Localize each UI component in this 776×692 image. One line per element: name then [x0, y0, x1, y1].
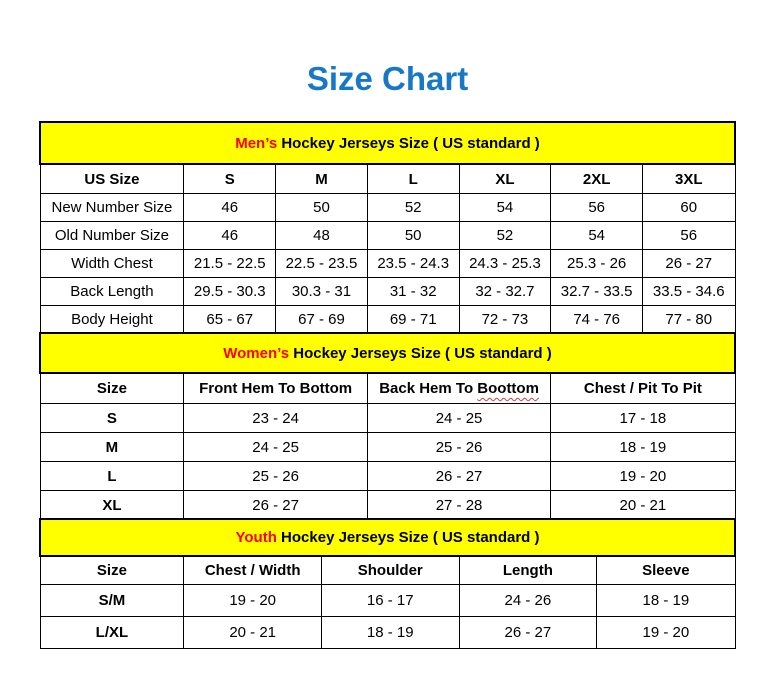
- mens-section-band: [40, 122, 735, 164]
- misspelled-word: Boottom: [477, 380, 539, 397]
- row-label: XL: [40, 491, 184, 520]
- table-row: [40, 222, 735, 250]
- size-value-cell: 46: [184, 222, 276, 250]
- size-value-cell: 50: [367, 222, 459, 250]
- size-value-cell: 72 - 73: [459, 306, 551, 334]
- column-header: Shoulder: [321, 556, 459, 585]
- size-value-cell: 25 - 26: [184, 462, 367, 491]
- table-row: [40, 404, 735, 433]
- size-value-cell: 23.5 - 24.3: [367, 250, 459, 278]
- size-value-cell: 18 - 19: [321, 617, 459, 649]
- column-header: US Size: [40, 164, 184, 194]
- size-value-cell: 26 - 27: [459, 617, 597, 649]
- column-header: Sleeve: [597, 556, 735, 585]
- row-label: New Number Size: [40, 194, 184, 222]
- section-band-text: Hockey Jerseys Size ( US standard ): [277, 134, 540, 152]
- size-value-cell: 33.5 - 34.6: [643, 278, 735, 306]
- size-value-cell: 24.3 - 25.3: [459, 250, 551, 278]
- size-value-cell: 21.5 - 22.5: [184, 250, 276, 278]
- size-value-cell: 54: [551, 222, 643, 250]
- column-header: Chest / Width: [184, 556, 322, 585]
- column-header: 3XL: [643, 164, 735, 194]
- column-header: L: [367, 164, 459, 194]
- size-value-cell: 29.5 - 30.3: [184, 278, 276, 306]
- size-value-cell: 56: [643, 222, 735, 250]
- table-row: [40, 250, 735, 278]
- section-band-highlight: Women’s: [223, 344, 290, 362]
- table-row: [40, 617, 735, 649]
- youth-size-table: [39, 518, 736, 649]
- size-value-cell: 22.5 - 23.5: [276, 250, 368, 278]
- womens-size-table: [39, 332, 736, 520]
- row-label: Old Number Size: [40, 222, 184, 250]
- size-value-cell: 26 - 27: [184, 491, 367, 520]
- womens-section-band: [40, 333, 735, 373]
- table-row: [40, 462, 735, 491]
- size-value-cell: 46: [184, 194, 276, 222]
- column-header: XL: [459, 164, 551, 194]
- size-value-cell: 56: [551, 194, 643, 222]
- size-value-cell: 48: [276, 222, 368, 250]
- size-value-cell: 27 - 28: [367, 491, 550, 520]
- size-value-cell: 67 - 69: [276, 306, 368, 334]
- size-value-cell: 50: [276, 194, 368, 222]
- size-value-cell: 77 - 80: [643, 306, 735, 334]
- size-value-cell: 24 - 26: [459, 585, 597, 617]
- size-value-cell: 17 - 18: [551, 404, 735, 433]
- row-label: S/M: [40, 585, 184, 617]
- size-value-cell: 30.3 - 31: [276, 278, 368, 306]
- size-value-cell: 54: [459, 194, 551, 222]
- section-band-text: Hockey Jerseys Size ( US standard ): [276, 529, 540, 546]
- row-label: S: [40, 404, 184, 433]
- column-header: 2XL: [551, 164, 643, 194]
- row-label: Width Chest: [40, 250, 184, 278]
- size-value-cell: 25.3 - 26: [551, 250, 643, 278]
- size-value-cell: 18 - 19: [597, 585, 735, 617]
- column-header: M: [276, 164, 368, 194]
- size-value-cell: 31 - 32: [367, 278, 459, 306]
- size-value-cell: 52: [459, 222, 551, 250]
- size-value-cell: 23 - 24: [184, 404, 367, 433]
- column-header: Size: [40, 373, 184, 404]
- size-value-cell: 24 - 25: [367, 404, 550, 433]
- section-band-highlight: Men’s: [235, 134, 278, 152]
- size-value-cell: 69 - 71: [367, 306, 459, 334]
- table-row: [40, 433, 735, 462]
- size-value-cell: 20 - 21: [551, 491, 735, 520]
- size-value-cell: 20 - 21: [184, 617, 322, 649]
- youth-section-band: [40, 519, 735, 556]
- mens-size-table: [39, 121, 736, 334]
- size-value-cell: 60: [643, 194, 735, 222]
- column-header: Size: [40, 556, 184, 585]
- size-value-cell: 18 - 19: [551, 433, 735, 462]
- row-label: Back Length: [40, 278, 184, 306]
- size-value-cell: 16 - 17: [321, 585, 459, 617]
- table-row: [40, 194, 735, 222]
- column-header: Front Hem To Bottom: [184, 373, 367, 404]
- section-band-highlight: Youth: [235, 529, 277, 546]
- column-header: Length: [459, 556, 597, 585]
- size-value-cell: 32 - 32.7: [459, 278, 551, 306]
- table-row: [40, 278, 735, 306]
- size-value-cell: 74 - 76: [551, 306, 643, 334]
- size-value-cell: 26 - 27: [643, 250, 735, 278]
- row-label: Body Height: [40, 306, 184, 334]
- table-row: [40, 491, 735, 520]
- row-label: L/XL: [40, 617, 184, 649]
- size-value-cell: 26 - 27: [367, 462, 550, 491]
- page-title: Size Chart: [306, 60, 469, 97]
- column-header: S: [184, 164, 276, 194]
- column-header: Chest / Pit To Pit: [551, 373, 735, 404]
- table-row: [40, 306, 735, 334]
- size-value-cell: 25 - 26: [367, 433, 550, 462]
- section-band-text: Hockey Jerseys Size ( US standard ): [289, 344, 552, 362]
- size-value-cell: 19 - 20: [597, 617, 735, 649]
- table-row: [40, 585, 735, 617]
- row-label: L: [40, 462, 184, 491]
- size-value-cell: 52: [367, 194, 459, 222]
- size-tables-container: [39, 121, 736, 649]
- size-value-cell: 19 - 20: [551, 462, 735, 491]
- size-value-cell: 32.7 - 33.5: [551, 278, 643, 306]
- row-label: M: [40, 433, 184, 462]
- column-header: Back Hem To Boottom: [367, 373, 550, 404]
- size-value-cell: 65 - 67: [184, 306, 276, 334]
- size-value-cell: 19 - 20: [184, 585, 322, 617]
- size-value-cell: 24 - 25: [184, 433, 367, 462]
